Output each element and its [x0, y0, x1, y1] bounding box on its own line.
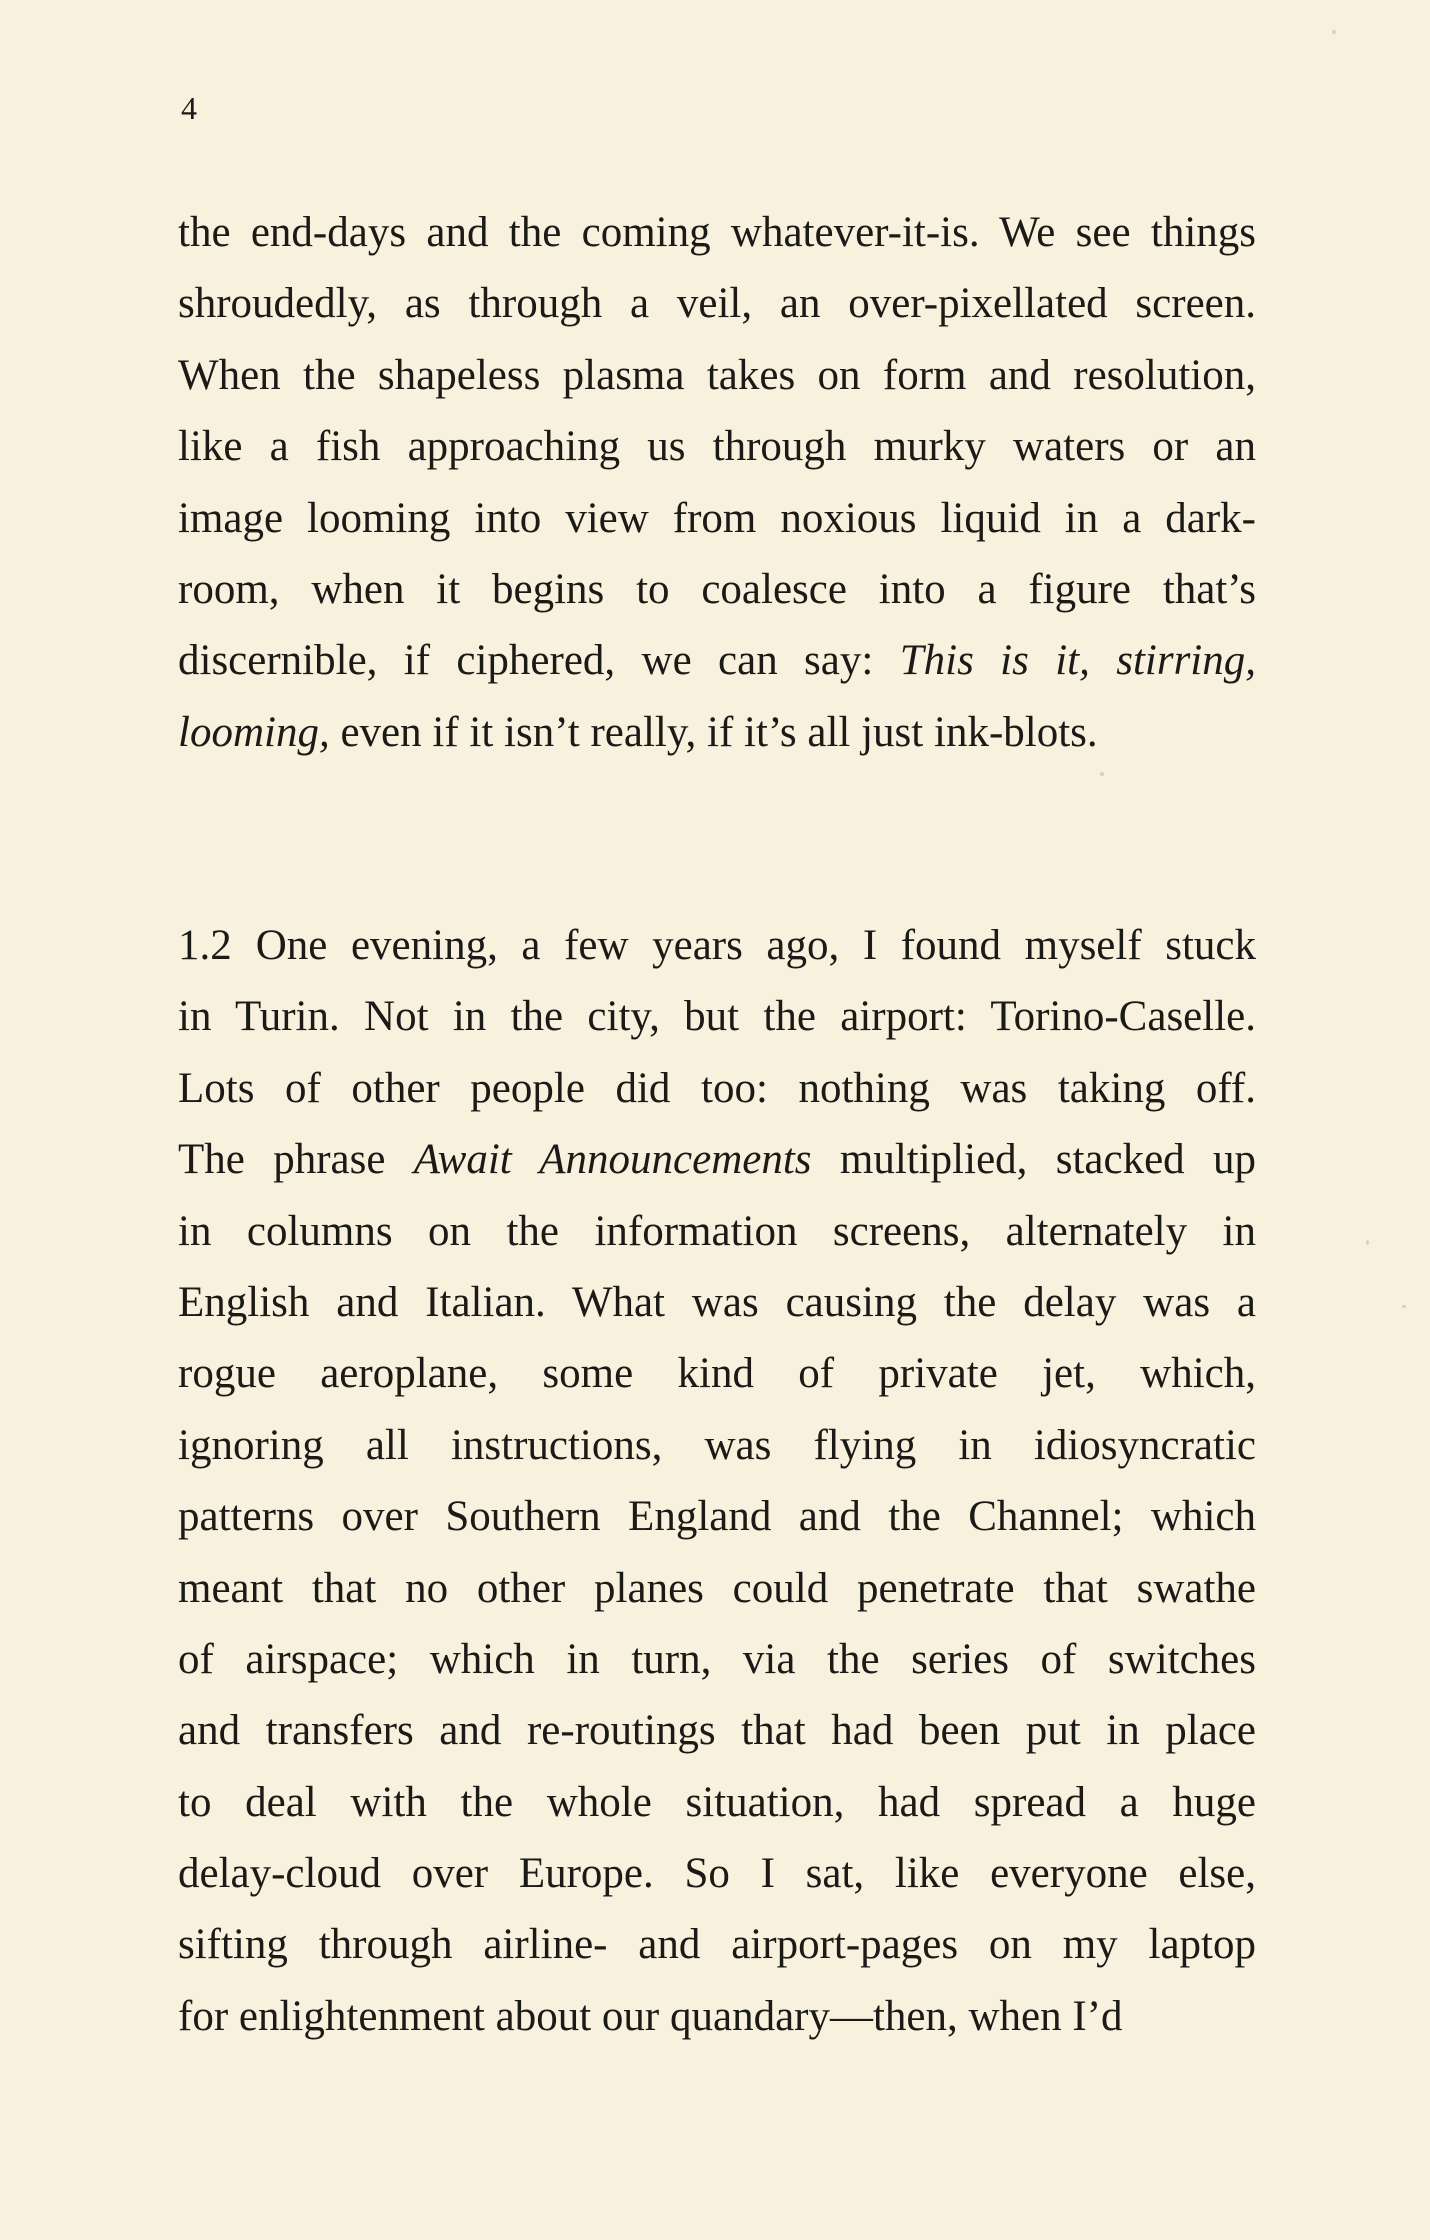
text-line — [178, 197, 1256, 268]
text-segment: delay-cloud over Europe. So I sat, like everyone else, — [178, 1850, 1256, 1898]
text-segment: shroudedly, as through a veil, an over-pixellated screen. — [178, 280, 1256, 328]
text-line — [178, 1267, 1256, 1338]
page-number: 4 — [181, 90, 197, 126]
text-line — [178, 1553, 1256, 1624]
text-line — [178, 910, 1256, 981]
text-segment: meant that no other planes could penetrate that swathe — [178, 1564, 1256, 1612]
text-line — [178, 1338, 1256, 1409]
text-segment: of airspace; which in turn, via the series of switches — [178, 1635, 1256, 1683]
text-segment: room, when it begins to coalesce into a figure that’s — [178, 565, 1256, 613]
text-line — [178, 1124, 1256, 1195]
text-line — [178, 981, 1256, 1052]
text-segment: the end-days and the coming whatever-it-is. We see things — [178, 209, 1256, 256]
text-segment: rogue aeroplane, some kind of private jet, which, — [178, 1350, 1256, 1398]
text-line — [178, 340, 1256, 411]
text-segment: to deal with the whole situation, had spread a huge — [178, 1778, 1256, 1826]
text-segment: patterns over Southern England and the Channel; which — [178, 1493, 1256, 1541]
paper-speck — [1100, 772, 1104, 776]
text-line — [178, 697, 1256, 768]
text-segment: and transfers and re-routings that had been put in place — [178, 1707, 1256, 1755]
paragraph-1 — [178, 197, 1256, 768]
paper-speck — [1402, 1305, 1406, 1308]
text-line — [178, 1196, 1256, 1267]
text-segment: for enlightenment about our quandary—then, when I’d — [178, 1992, 1123, 2040]
paper-speck — [1332, 30, 1336, 34]
text-segment: in Turin. Not in the city, but the airport: Torino-Caselle. — [178, 993, 1256, 1041]
text-segment: The phrase — [178, 1136, 414, 1184]
text-segment: image looming into view from noxious liquid in a dark- — [178, 494, 1256, 542]
text-line — [178, 483, 1256, 554]
text-segment: English and Italian. What was causing the delay was a — [178, 1278, 1256, 1326]
text-line — [178, 1695, 1256, 1766]
text-line — [178, 411, 1256, 482]
text-line — [178, 625, 1256, 696]
text-segment: even if it isn’t really, if it’s all just ink-blots. — [329, 708, 1098, 756]
text-segment: discernible, if ciphered, we can say: — [178, 637, 900, 685]
text-line — [178, 1410, 1256, 1481]
text-line — [178, 268, 1256, 339]
text-segment: One evening, a few years ago, I found myself stuck — [255, 922, 1256, 969]
italic-text: This is it, stirring, — [899, 637, 1257, 685]
text-segment: ignoring all instructions, was flying in idiosyncratic — [178, 1421, 1256, 1469]
section-number: 1.2 — [178, 922, 232, 969]
text-line — [178, 1053, 1256, 1124]
italic-text: looming, — [178, 708, 330, 756]
text-segment: in columns on the information screens, alternately in — [178, 1207, 1256, 1255]
text-line — [178, 1838, 1256, 1909]
text-line — [178, 1624, 1256, 1695]
text-line — [178, 554, 1256, 625]
text-segment: When the shapeless plasma takes on form and resolution, — [178, 351, 1256, 399]
text-segment: sifting through airline- and airport-pages on my laptop — [178, 1921, 1256, 1969]
paragraph-2 — [178, 910, 1256, 2052]
paper-speck — [1366, 1240, 1369, 1245]
text-segment: multiplied, stacked up — [811, 1136, 1257, 1184]
italic-text: Await Announcements — [413, 1136, 812, 1184]
text-line — [178, 1767, 1256, 1838]
text-line — [178, 1909, 1256, 1980]
text-line — [178, 1981, 1256, 2052]
text-segment: Lots of other people did too: nothing was taking off. — [178, 1064, 1256, 1112]
text-line — [178, 1481, 1256, 1552]
text-segment: like a fish approaching us through murky waters or an — [178, 423, 1256, 471]
